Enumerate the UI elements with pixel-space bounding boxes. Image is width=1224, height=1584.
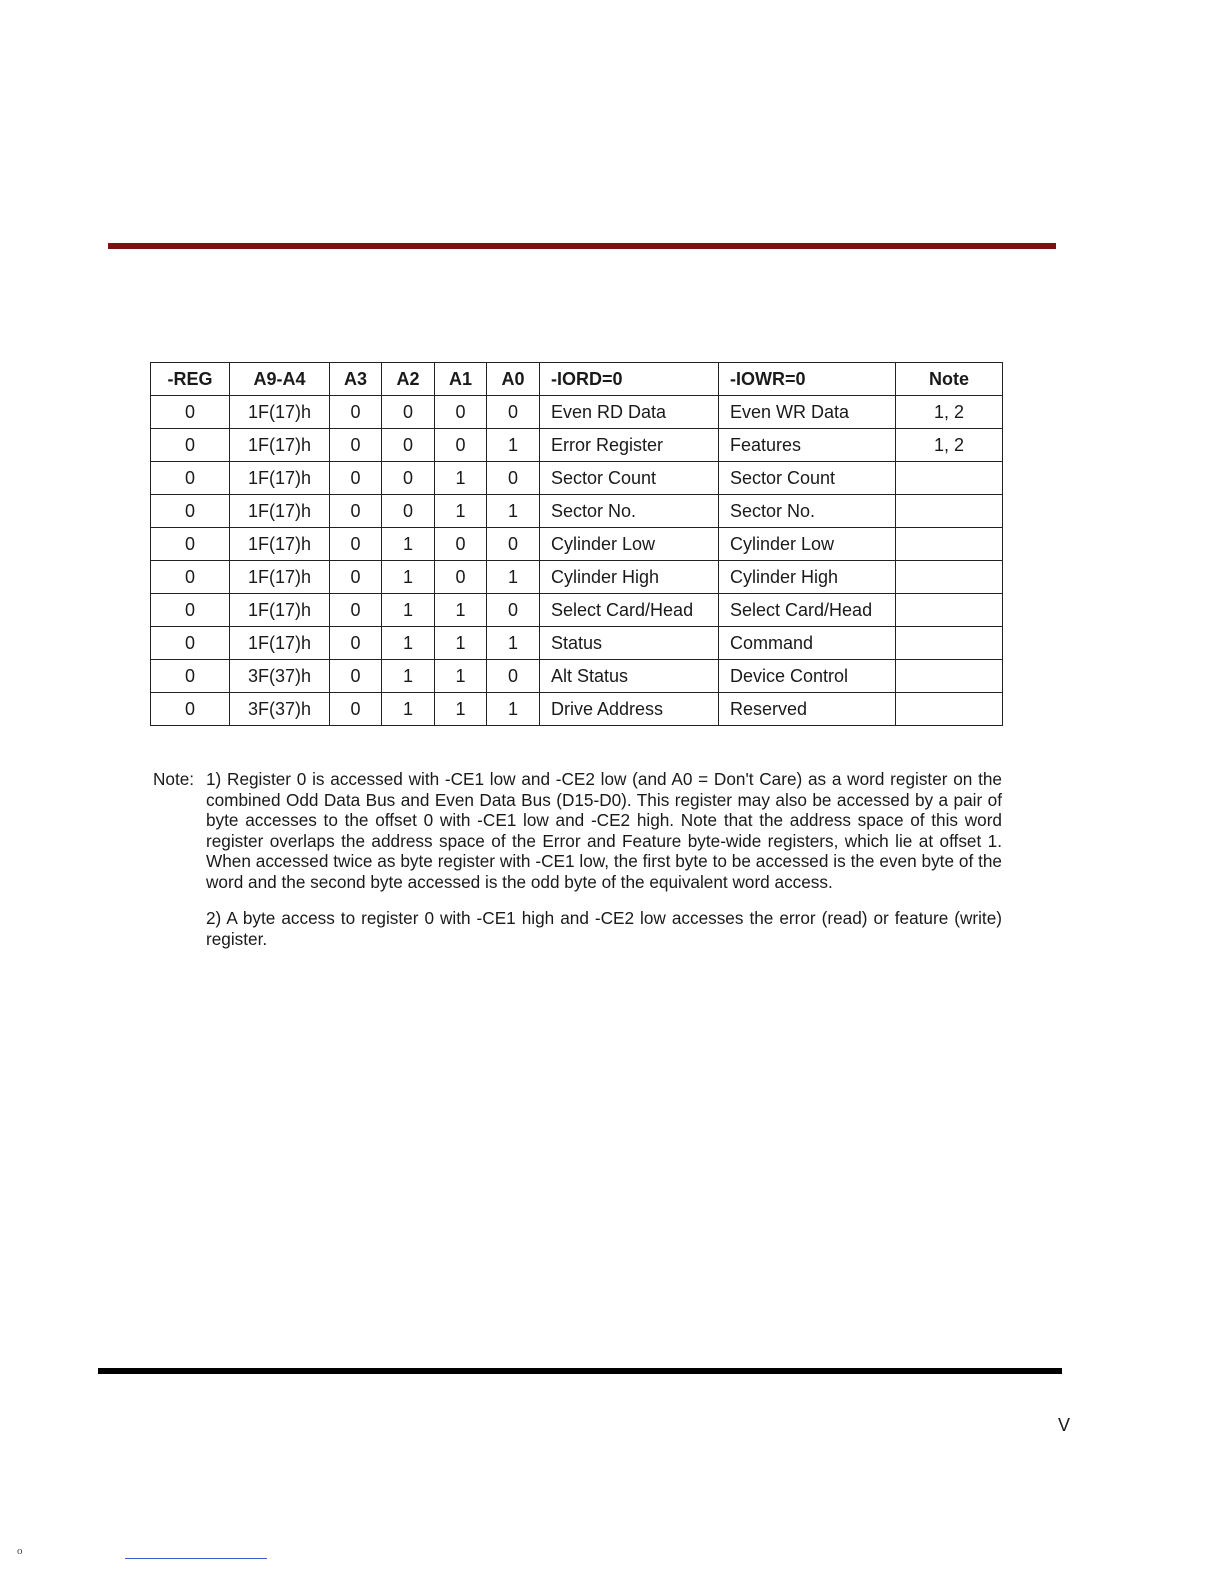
table-cell: 1 (435, 693, 487, 726)
table-cell: 0 (382, 429, 435, 462)
table-cell: Sector Count (719, 462, 896, 495)
table-cell: Sector No. (719, 495, 896, 528)
table-cell: Cylinder Low (719, 528, 896, 561)
table-cell (896, 462, 1003, 495)
table-cell (896, 495, 1003, 528)
table-row (151, 429, 1003, 462)
table-row (151, 561, 1003, 594)
table-header-row (151, 363, 1003, 396)
note-2-text: 2) A byte access to register 0 with -CE1 high and -CE2 low accesses the error (read) or feature (write) register. (206, 908, 1002, 949)
table-cell: 0 (151, 693, 230, 726)
register-table (150, 362, 1003, 726)
table-cell: 0 (151, 462, 230, 495)
column-header: Note (896, 363, 1003, 396)
table-cell: 0 (330, 693, 382, 726)
footer-link-underline (125, 1558, 267, 1559)
table-cell: Select Card/Head (540, 594, 719, 627)
table-cell: 1, 2 (896, 429, 1003, 462)
table-cell: Cylinder High (719, 561, 896, 594)
table-cell: 3F(37)h (230, 693, 330, 726)
table-cell: 0 (151, 627, 230, 660)
column-header: A9-A4 (230, 363, 330, 396)
table-cell: 1 (487, 495, 540, 528)
table-body (151, 396, 1003, 726)
table-cell: Even WR Data (719, 396, 896, 429)
table-row (151, 495, 1003, 528)
table-cell: 1F(17)h (230, 561, 330, 594)
table-cell: 1 (435, 462, 487, 495)
table-cell: 3F(37)h (230, 660, 330, 693)
table-cell: 0 (435, 528, 487, 561)
table-cell: 0 (330, 561, 382, 594)
table-cell: 0 (382, 462, 435, 495)
table-cell: 0 (151, 561, 230, 594)
table-cell: Sector No. (540, 495, 719, 528)
table-row (151, 396, 1003, 429)
column-header: A3 (330, 363, 382, 396)
table-cell: 0 (151, 660, 230, 693)
table-cell: Status (540, 627, 719, 660)
note-label: Note: (153, 769, 195, 789)
table-cell: 1 (487, 627, 540, 660)
column-header: -IORD=0 (540, 363, 719, 396)
table-cell: 0 (330, 495, 382, 528)
table-row (151, 528, 1003, 561)
table-cell: 0 (330, 660, 382, 693)
table-cell: 1F(17)h (230, 495, 330, 528)
table-cell: 1 (435, 594, 487, 627)
table-cell: Features (719, 429, 896, 462)
table-cell: 0 (330, 528, 382, 561)
table-cell (896, 627, 1003, 660)
table-cell (896, 528, 1003, 561)
column-header: A1 (435, 363, 487, 396)
table-cell: 1 (382, 561, 435, 594)
table-cell: 1 (487, 693, 540, 726)
table-row (151, 693, 1003, 726)
table-cell: 1 (435, 627, 487, 660)
table-cell: 0 (151, 528, 230, 561)
table-row (151, 660, 1003, 693)
table-cell: 1F(17)h (230, 594, 330, 627)
table-cell: 0 (487, 660, 540, 693)
note-2 (153, 908, 1002, 949)
table-cell (896, 693, 1003, 726)
table-cell: Error Register (540, 429, 719, 462)
table-cell (896, 660, 1003, 693)
table-cell: 1 (435, 660, 487, 693)
table-cell: 0 (330, 594, 382, 627)
corner-mark: o (17, 1545, 23, 1557)
column-header: -IOWR=0 (719, 363, 896, 396)
column-header: A0 (487, 363, 540, 396)
table-row (151, 462, 1003, 495)
table-cell: 0 (330, 462, 382, 495)
table-cell: 0 (487, 528, 540, 561)
table-cell: 0 (487, 594, 540, 627)
column-header: -REG (151, 363, 230, 396)
table-row (151, 594, 1003, 627)
table-cell: 1 (382, 693, 435, 726)
table-cell: 1 (382, 660, 435, 693)
table-cell: 0 (382, 396, 435, 429)
table-cell: Reserved (719, 693, 896, 726)
table-cell: 0 (330, 429, 382, 462)
table-cell: 1F(17)h (230, 462, 330, 495)
table-cell: 0 (151, 495, 230, 528)
table-cell: 0 (435, 396, 487, 429)
table-cell: 0 (330, 396, 382, 429)
table-cell: 1 (382, 528, 435, 561)
table-cell: 0 (151, 429, 230, 462)
table-cell: 0 (487, 462, 540, 495)
table-cell: 1F(17)h (230, 429, 330, 462)
table-cell: 1 (382, 627, 435, 660)
table-cell: 0 (382, 495, 435, 528)
table-cell (896, 561, 1003, 594)
table-cell: 1F(17)h (230, 396, 330, 429)
table-cell: 1F(17)h (230, 528, 330, 561)
column-header: A2 (382, 363, 435, 396)
table-cell: Cylinder High (540, 561, 719, 594)
table-cell (896, 594, 1003, 627)
table-cell: Sector Count (540, 462, 719, 495)
table-cell: 1 (487, 429, 540, 462)
table-cell: Even RD Data (540, 396, 719, 429)
table-cell: Drive Address (540, 693, 719, 726)
table-cell: 0 (487, 396, 540, 429)
table-cell: Alt Status (540, 660, 719, 693)
table-cell: 0 (151, 396, 230, 429)
page-marker: V (1058, 1415, 1071, 1435)
note-1-text: 1) Register 0 is accessed with -CE1 low and -CE2 low (and A0 = Don't Care) as a word register on the combined Odd Data Bus and Even Data Bus (D15-D0). This register may also be accessed by a pair of byte accesses to the offset 0 with -CE1 low and -CE2 high. Note that the address space of this word register overlaps the address space of the Error and Feature byte-wide registers, which lie at offset 1. When accessed twice as byte register with -CE1 low, the first byte to be accessed is the even byte of the word and the second byte accessed is the odd byte of the equivalent word access. (206, 769, 1002, 892)
table-cell: Command (719, 627, 896, 660)
table-cell: Select Card/Head (719, 594, 896, 627)
table-cell: 1, 2 (896, 396, 1003, 429)
table-cell: 0 (151, 594, 230, 627)
note-1 (153, 769, 1002, 892)
table-cell: 1 (382, 594, 435, 627)
table-cell: 0 (330, 627, 382, 660)
table-cell: Cylinder Low (540, 528, 719, 561)
table-row (151, 627, 1003, 660)
table-cell: Device Control (719, 660, 896, 693)
table-cell: 1 (487, 561, 540, 594)
table-cell: 1F(17)h (230, 627, 330, 660)
footer-rule (98, 1368, 1062, 1374)
notes-section (153, 769, 1002, 949)
table-cell: 0 (435, 429, 487, 462)
header-rule (108, 243, 1056, 249)
table-cell: 0 (435, 561, 487, 594)
table-cell: 1 (435, 495, 487, 528)
